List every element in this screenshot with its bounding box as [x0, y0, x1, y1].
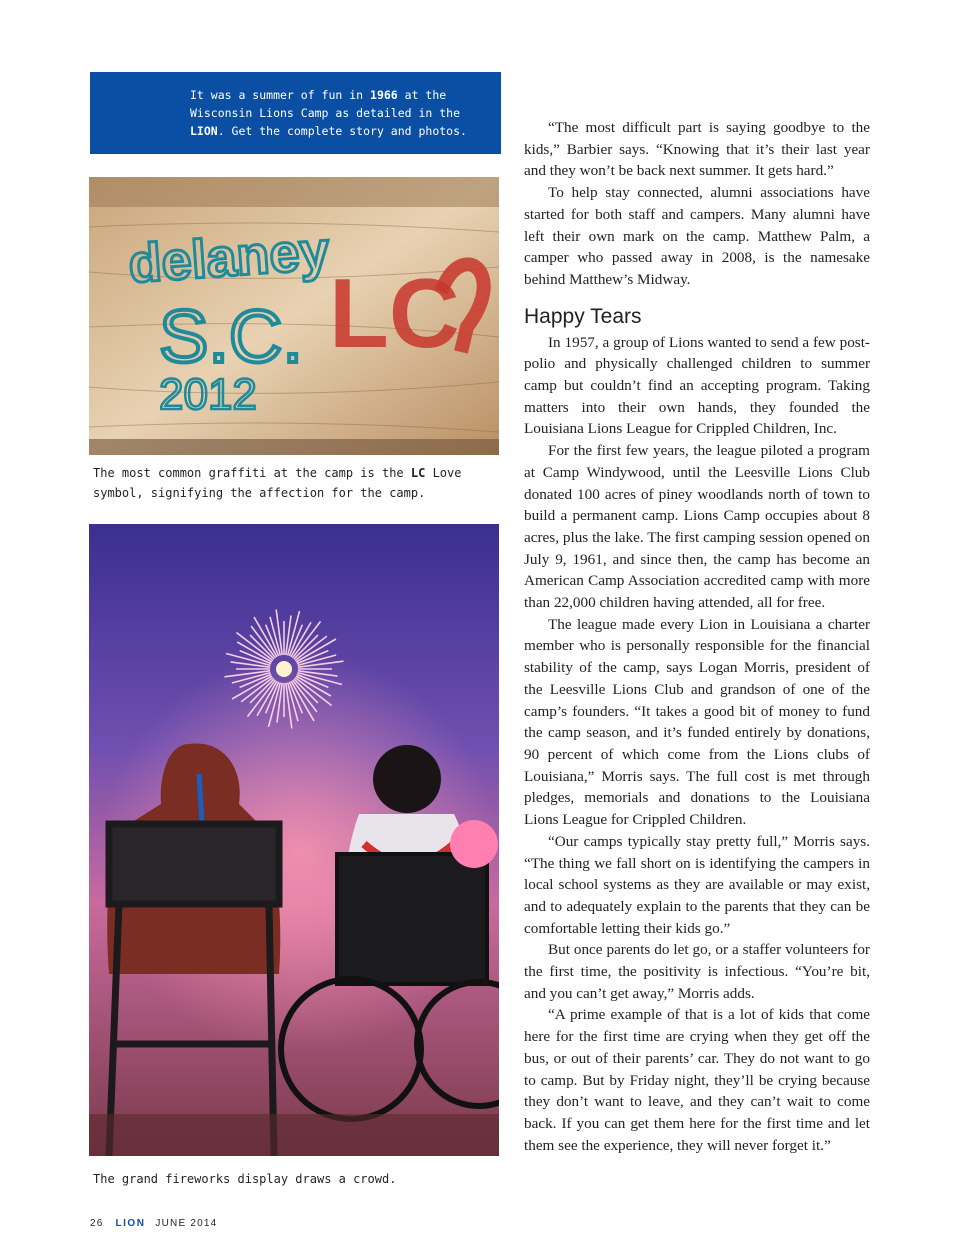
article-paragraph: For the first few years, the league piloted a program at Camp Windywood, until the Leesville Lions Club donated 100 acres of piney woodlands north of town to build a permanent camp. Lions Camp occupies about 8 acres, plus the lake. The first camping session opened on July 9, 1961, and since then, the camp has become an American Camp Association accredited camp with more than 22,000 children having attended, all for free. [524, 442, 870, 612]
fireworks-caption: The grand fireworks display draws a crowd. [93, 1172, 397, 1186]
graffiti-caption-2: Love symbol, signifying the affection for the camp. [93, 466, 462, 500]
page-number: 26 [90, 1218, 104, 1229]
graffiti-caption-1: The most common graffiti at the camp is the [93, 466, 411, 480]
sidebar-text-3: . Get the complete story and photos. [217, 124, 467, 138]
footer-issue: JUNE 2014 [155, 1218, 218, 1229]
article-paragraph: “Our camps typically stay pretty full,” Morris says. “The thing we fall short on is identifying the campers in local school systems as they are available or may exist, and to adequately explain to the parents that they can be comfortable letting their kids go.” [524, 832, 870, 937]
sidebar-magazine: LION [190, 124, 218, 138]
article-body [524, 117, 870, 1156]
graffiti-word: delaney [126, 220, 332, 295]
graffiti-caption-em: LC [410, 466, 426, 480]
article-paragraph: In 1957, a group of Lions wanted to send a few post-polio and physically challenged children to summer camp but couldn’t find an accepting program. Taking matters into their own hands, they founded the Louisiana Lions League for Crippled Children, Inc. [524, 333, 870, 438]
sidebar-year: 1966 [370, 88, 398, 102]
article-paragraph: “A prime example of that is a lot of kids that come here for the first time are crying when they get off the bus, or out of their parents’ car. They do not want to go to camp. But by Friday night, they’ll be crying because they don’t want to leave, and they can’t wait to come back. If you can get them here for the first time and let them see the experience, they will never forget it.” [524, 1006, 870, 1154]
fireworks-photo [89, 524, 499, 1156]
sidebar-text-1: It was a summer of fun in [190, 88, 371, 102]
sidebar-text-2: at the Wisconsin Lions Camp as detailed in the [190, 88, 461, 120]
graffiti-photo [89, 177, 499, 455]
graffiti-lc-symbol: LC [329, 258, 460, 368]
footer-magazine: LION [115, 1218, 146, 1229]
sidebar-callout [90, 72, 501, 154]
graffiti-caption [93, 463, 493, 503]
article-paragraphs-bottom [524, 332, 870, 1157]
page-footer [90, 1218, 217, 1229]
article-paragraph: To help stay connected, alumni associations have started for both staff and campers. Many alumni have left their own mark on the camp. Matthew Palm, a camper who passed away in 2008, is the namesake behind Matthew’s Midway. [524, 184, 870, 288]
graffiti-year: 2012 [159, 370, 257, 419]
section-heading: Happy Tears [524, 304, 642, 328]
article-paragraph: The league made every Lion in Louisiana a charter member who is personally responsible for the financial stability of the camp, says Logan Morris, president of the Leesville Lions Club and grandson of one of the camp’s founders. “It takes a good bit of money to fund the camp season, and it’s funded entirely by donations, 90 percent of which come from the Lions clubs of Louisiana,” Morris says. The full cost is met through pledges, memorials and donations to the Louisiana Lions League for Crippled Children. [524, 615, 870, 829]
graffiti-initials: S.C. [159, 295, 303, 378]
article-paragraph: “The most difficult part is saying goodbye to the kids,” Barbier says. “Knowing that it’s their last year and they won’t be back next summer. It gets hard.” [524, 119, 870, 180]
article-paragraph: But once parents do let go, or a staffer volunteers for the first time, the positivity is infectious. “You’re bit, and you can’t get away,” Morris adds. [524, 941, 870, 1002]
article-paragraphs-top [524, 117, 870, 291]
